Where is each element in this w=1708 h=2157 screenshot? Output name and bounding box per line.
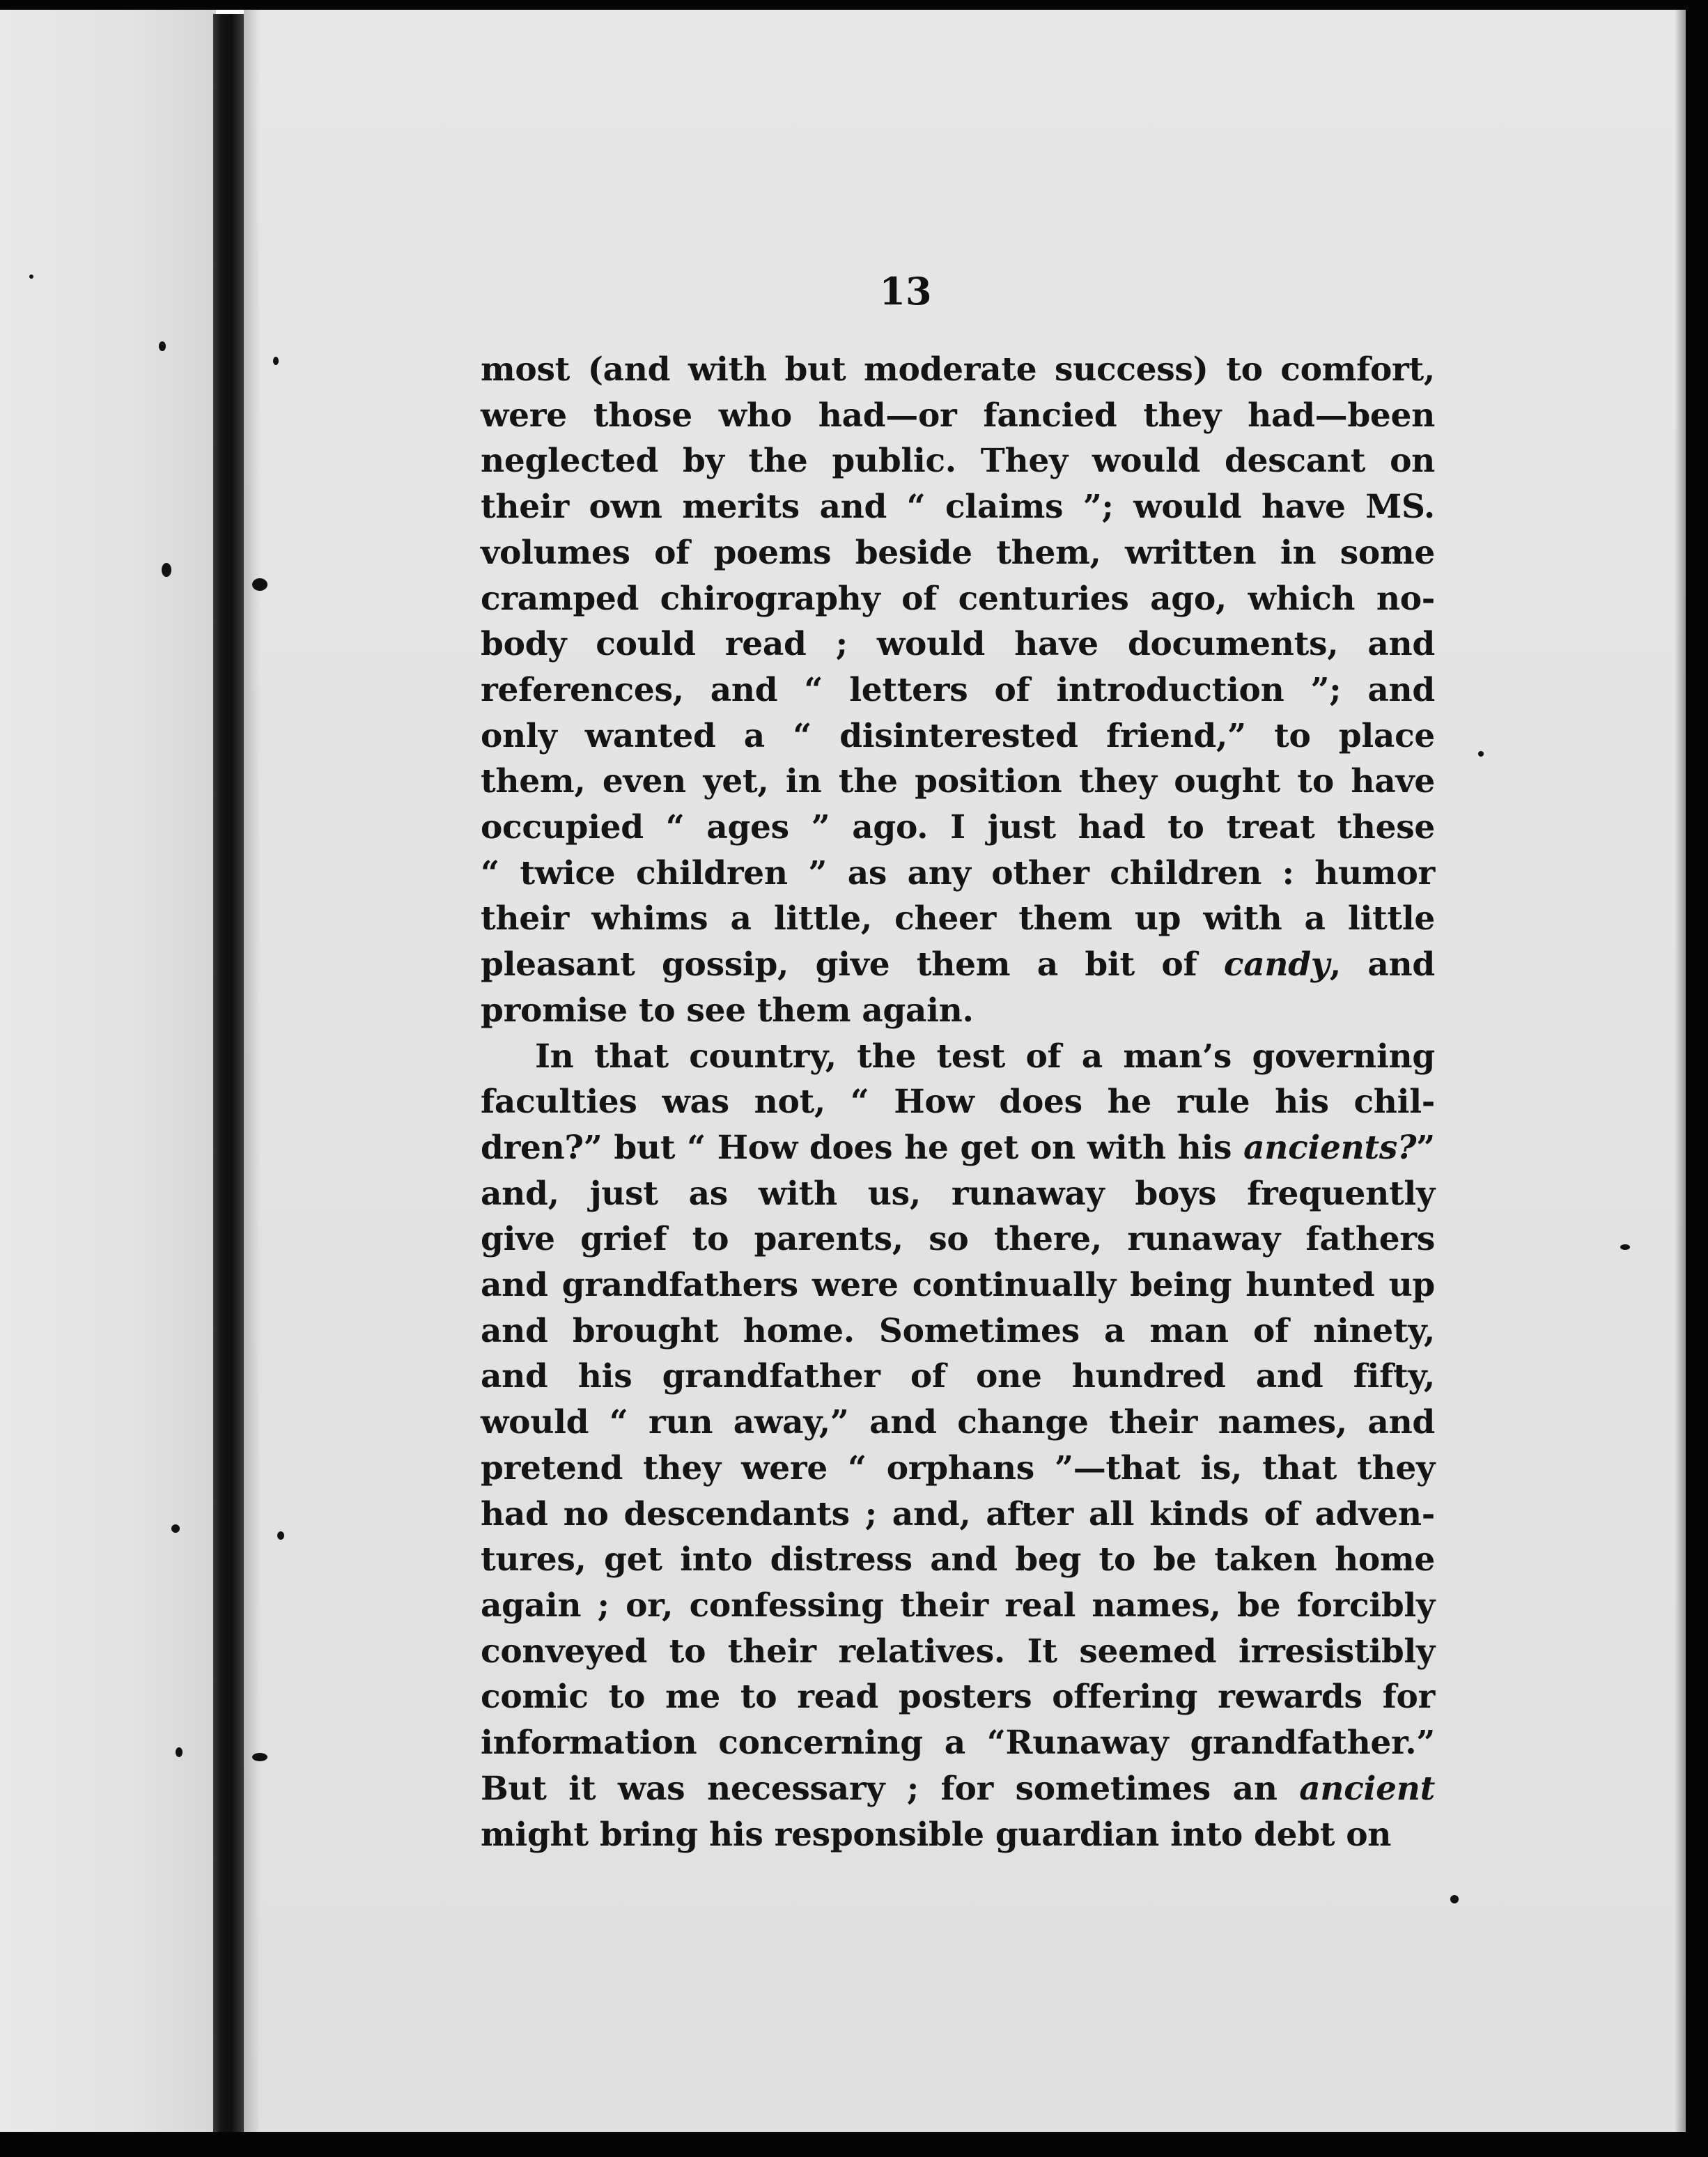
text-line: information concerning a “Runaway grandfather.” xyxy=(481,1724,1435,1763)
gutter-shadow xyxy=(244,10,261,2132)
text-line: references, and “ letters of introduction ”; and xyxy=(481,670,1435,709)
text-line: were those who had—or fancied they had—been xyxy=(481,396,1435,435)
text-line: pleasant gossip, give them a bit of candy, and xyxy=(481,945,1435,984)
page-edge-shadow xyxy=(1675,10,1686,2132)
scan-speck xyxy=(176,1747,183,1757)
scan-border-right xyxy=(1686,0,1708,2157)
scan-speck xyxy=(162,563,171,577)
page-number: 13 xyxy=(879,269,932,314)
scan-speck xyxy=(171,1524,180,1533)
text-line: again ; or, confessing their real names, be forcibly xyxy=(481,1586,1435,1625)
text-line: give grief to parents, so there, runaway fathers xyxy=(481,1220,1435,1259)
text-line: would “ run away,” and change their names, and xyxy=(481,1403,1435,1442)
text-line: In that country, the test of a man’s governing xyxy=(535,1037,1435,1076)
scan-speck xyxy=(273,357,279,365)
text-line: neglected by the public. They would descant on xyxy=(481,442,1435,481)
text-line: tures, get into distress and beg to be taken home xyxy=(481,1540,1435,1579)
text-line: them, even yet, in the position they ought to have xyxy=(481,762,1435,801)
text-line: But it was necessary ; for sometimes an ancient xyxy=(481,1769,1435,1808)
text-line: and, just as with us, runaway boys frequently xyxy=(481,1174,1435,1213)
text-line: and brought home. Sometimes a man of ninety, xyxy=(481,1311,1435,1350)
text-line: occupied “ ages ” ago. I just had to treat these xyxy=(481,808,1435,847)
book-gutter xyxy=(213,14,244,2132)
scan-border-bottom xyxy=(0,2132,1708,2157)
text-line: their own merits and “ claims ”; would have MS. xyxy=(481,488,1435,527)
text-line: and grandfathers were continually being hunted up xyxy=(481,1266,1435,1305)
scan-speck xyxy=(29,275,33,279)
text-line: conveyed to their relatives. It seemed irresistibly xyxy=(481,1632,1435,1671)
scan-speck xyxy=(252,578,267,591)
text-line: cramped chirography of centuries ago, which no- xyxy=(481,579,1435,618)
scan-speck xyxy=(277,1531,284,1540)
text-line: and his grandfather of one hundred and fifty, xyxy=(481,1357,1435,1396)
text-line: promise to see them again. xyxy=(481,991,974,1030)
paragraph xyxy=(481,347,1435,1034)
scan-speck xyxy=(1478,751,1484,757)
facing-page-left xyxy=(0,10,216,2132)
text-line: comic to me to read posters offering rewards for xyxy=(481,1678,1435,1717)
body-text xyxy=(481,347,1435,1857)
text-line: body could read ; would have documents, and xyxy=(481,625,1435,664)
text-line: dren?” but “ How does he get on with his ancients?” xyxy=(481,1128,1435,1167)
text-line: pretend they were “ orphans ”—that is, that they xyxy=(481,1448,1435,1487)
text-line: their whims a little, cheer them up with a little xyxy=(481,899,1435,938)
text-line: only wanted a “ disinterested friend,” to place xyxy=(481,716,1435,755)
paragraph xyxy=(481,1034,1435,1858)
text-line: might bring his responsible guardian into debt on xyxy=(481,1815,1392,1854)
scan-speck xyxy=(1450,1895,1459,1903)
text-line: had no descendants ; and, after all kinds of adven- xyxy=(481,1494,1435,1533)
scan-speck xyxy=(159,341,166,351)
scan-speck xyxy=(1620,1244,1630,1250)
text-line: most (and with but moderate success) to comfort, xyxy=(481,350,1435,389)
scan-speck xyxy=(252,1753,267,1761)
text-line: volumes of poems beside them, written in some xyxy=(481,533,1435,572)
text-line: “ twice children ” as any other children : humor xyxy=(481,853,1435,892)
scan-border-top xyxy=(0,0,1708,10)
text-line: faculties was not, “ How does he rule his chil- xyxy=(481,1083,1435,1122)
